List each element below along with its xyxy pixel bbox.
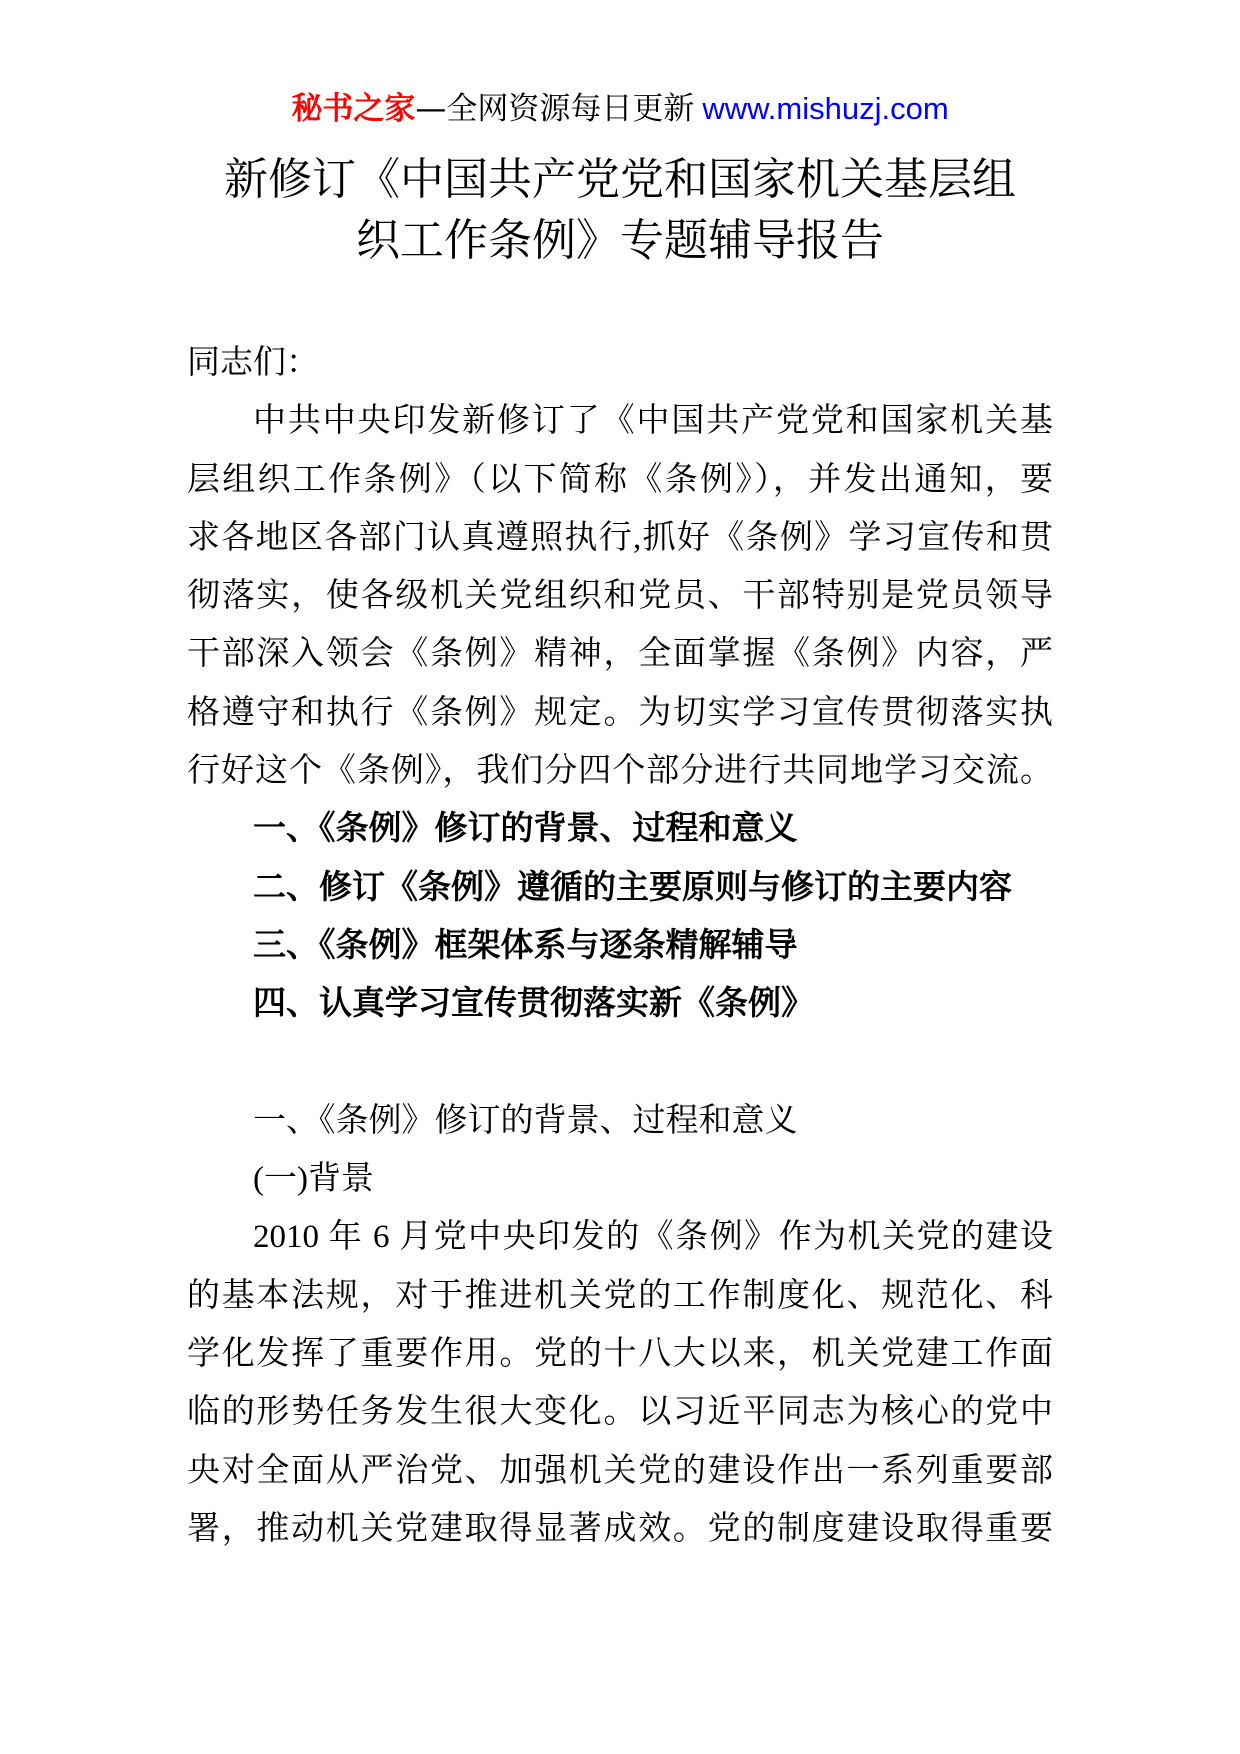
title-line: 织工作条例》专题辅导报告 [356,215,884,266]
section-heading: 一、《条例》修订的背景、过程和意义 [253,1102,798,1139]
intro-line: 干部深入领会《条例》精神，全面掌握《条例》内容，严 [187,636,1053,673]
intro-line: 中共中央印发新修订了《中国共产党党和国家机关基 [253,403,1053,440]
intro-line: 彻落实，使各级机关党组织和党员、干部特别是党员领导 [187,578,1053,615]
section-line: 央对全面从严治党、加强机关党的建设作出一系列重要部 [187,1452,1053,1489]
section-line: 学化发挥了重要作用。党的十八大以来，机关党建工作面 [187,1336,1053,1373]
intro-line: 求各地区各部门认真遵照执行,抓好《条例》学习宣传和贯 [187,519,1053,556]
salutation: 同志们： [187,345,319,381]
section-line: 临的形势任务发生很大变化。以习近平同志为核心的党中 [187,1394,1053,1431]
site-url: www.mishuzj.com [702,91,949,126]
intro-line: 层组织工作条例》（以下简称《条例》），并发出通知，要 [187,461,1053,498]
outline-item: 一、《条例》修订的背景、过程和意义 [253,811,798,848]
brand-name: 秘书之家 [291,91,416,127]
outline-item: 四、认真学习宣传贯彻落实新《条例》 [253,986,814,1023]
section-line: 的基本法规，对于推进机关党的工作制度化、规范化、科 [187,1277,1053,1314]
page-header [0,88,1240,130]
header-tagline: —全网资源每日更新 [415,91,695,127]
document-body [187,334,1053,1558]
outline-item: 三、《条例》框架体系与逐条精解辅导 [253,927,798,964]
section-line: 署，推动机关党建取得显著成效。党的制度建设取得重要 [187,1510,1053,1547]
document-title [0,149,1240,271]
section-line: 2010 年 6 月党中央印发的《条例》作为机关党的建设 [253,1219,1053,1256]
title-line: 新修订《中国共产党党和国家机关基层组 [224,154,1016,205]
intro-line: 格遵守和执行《条例》规定。为切实学习宣传贯彻落实执 [187,694,1053,731]
blank-line [187,1034,1053,1092]
section-subheading: (一)背景 [253,1161,374,1198]
outline-item: 二、修订《条例》遵循的主要原则与修订的主要内容 [253,869,1012,906]
intro-line: 行好这个《条例》，我们分四个部分进行共同地学习交流。 [187,753,1053,790]
